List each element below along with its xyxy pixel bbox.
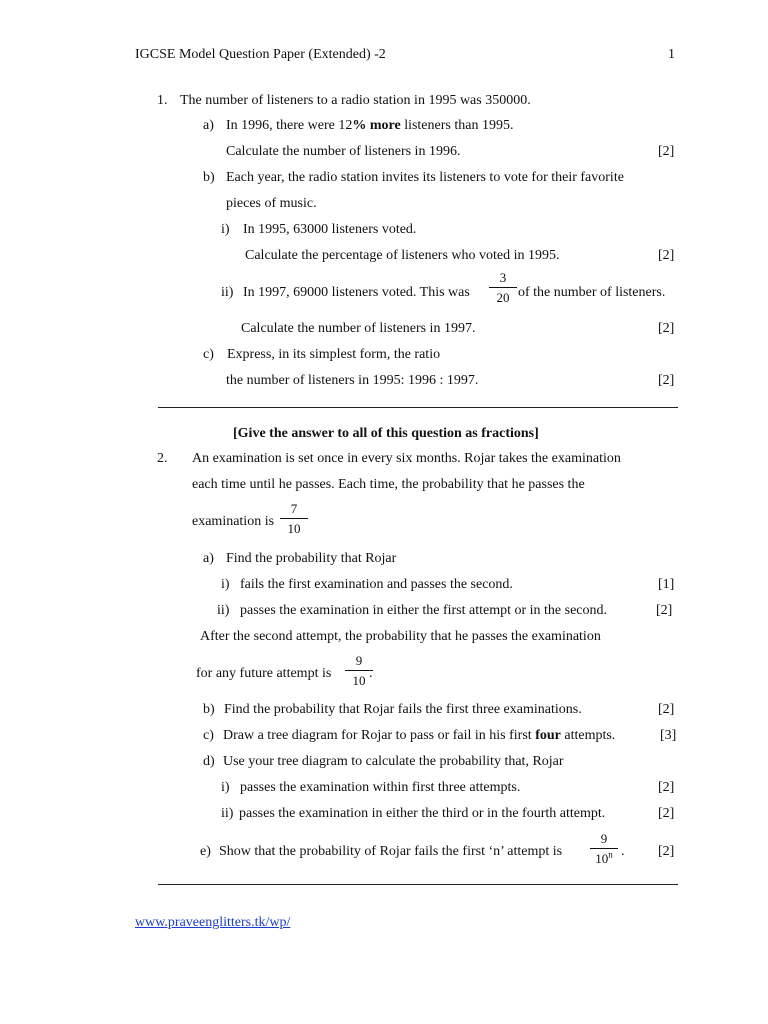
q2-part-e-label: e) [200,844,211,859]
q2-part-aii-marks: [2] [656,603,673,618]
fraction-bar [590,848,618,849]
fraction-bar [489,287,517,288]
q1-part-bi-text: In 1995, 63000 listeners voted. [243,222,417,237]
q2-part-ai-marks: [1] [658,577,675,592]
q1-part-bii-text-before: In 1997, 69000 listeners voted. This was [243,285,470,300]
q2-part-a-label: a) [203,551,214,566]
fraction-denominator: 20 [496,290,510,305]
period: . [621,844,625,859]
q2-part-b-label: b) [203,702,215,717]
fraction-numerator: 7 [290,501,298,516]
q2-part-dii-text: passes the examination in either the third or in the fourth attempt. [239,806,606,821]
q2-part-c-marks: [3] [660,728,677,743]
q2-part-aii-text: passes the examination in either the first attempt or in the second. [240,603,608,618]
q1-part-c-line-1: Express, in its simplest form, the ratio [227,347,441,362]
q2-condition-line-1: After the second attempt, the probability that he passes the examination [200,629,601,644]
fraction-numerator: 9 [355,653,363,668]
q2-part-dii-marks: [2] [658,806,675,821]
q1-part-bi-instruction: Calculate the percentage of listeners who voted in 1995. [245,248,560,263]
q1-part-b-line-1: Each year, the radio station invites its listeners to vote for their favorite [226,170,624,185]
q2-part-di-marks: [2] [658,780,675,795]
q2-part-di-label: i) [221,780,230,795]
question-2-line-3: examination is [192,514,275,529]
question-2-line-2: each time until he passes. Each time, the probability that he passes the [192,477,585,492]
q1-part-bi-marks: [2] [658,248,675,263]
fraction-numerator: 9 [600,831,608,846]
q1-part-bi-label: i) [221,222,230,237]
q2-part-b-text: Find the probability that Rojar fails the first three examinations. [224,702,582,717]
q1-part-a-marks: [2] [658,144,675,159]
q1-part-b-label: b) [203,170,215,185]
q1-part-c-line-2: the number of listeners in 1995: 1996 : 1997. [226,373,479,388]
q2-instruction: [Give the answer to all of this question as fractions] [233,426,539,441]
footer-website-link[interactable]: www.praveenglitters.tk/wp/ [135,915,291,930]
q2-part-e-marks: [2] [658,844,675,859]
q1-part-c-marks: [2] [658,373,675,388]
q2-part-c-text: Draw a tree diagram for Rojar to pass or fail in his first four attempts. [223,728,616,743]
q1-part-a-text: In 1996, there were 12% more listeners than 1995. [226,118,514,133]
q1-part-bii-text-after: of the number of listeners. [518,285,666,300]
q1-part-bii-marks: [2] [658,321,675,336]
question-1-stem: The number of listeners to a radio station in 1995 was 350000. [180,93,531,108]
q2-part-e-text: Show that the probability of Rojar fails the first ‘n’ attempt is [219,844,563,859]
q2-part-d-text: Use your tree diagram to calculate the probability that, Rojar [223,754,564,769]
q1-part-b-line-2: pieces of music. [226,196,317,211]
q2-part-a-text: Find the probability that Rojar [226,551,397,566]
q1-part-a-instruction: Calculate the number of listeners in 1996. [226,144,461,159]
fraction-seven-tenths [280,502,308,536]
fraction-denominator: 10 [287,521,301,536]
page-number: 1 [668,47,675,62]
q2-part-ai-text: fails the first examination and passes the second. [240,577,513,592]
fraction-denominator: 10 [352,673,366,688]
section-divider [158,884,678,885]
period: . [369,666,373,681]
question-1-number: 1. [157,93,168,108]
question-2-line-1: An examination is set once in every six months. Rojar takes the examination [192,451,621,466]
q2-part-c-label: c) [203,728,214,743]
fraction-denominator: 10$^n$ [595,849,613,866]
q1-part-bii-instruction: Calculate the number of listeners in 1997. [241,321,476,336]
q1-part-bii-label: ii) [221,285,234,300]
section-divider [158,407,678,408]
question-2-number: 2. [157,451,168,466]
q2-part-di-text: passes the examination within first three attempts. [240,780,521,795]
q2-part-ai-label: i) [221,577,230,592]
q2-part-b-marks: [2] [658,702,675,717]
q2-part-aii-label: ii) [217,603,230,618]
q2-part-dii-label: ii) [221,806,234,821]
fraction-numerator: 3 [499,270,507,285]
q1-part-c-label: c) [203,347,214,362]
q2-condition-line-2: for any future attempt is [196,666,332,681]
page-header-title: IGCSE Model Question Paper (Extended) -2 [135,47,386,62]
fraction-bar [280,518,308,519]
q2-part-d-label: d) [203,754,215,769]
fraction-three-twentieths [489,271,517,305]
q1-part-a-label: a) [203,118,214,133]
fraction-nine-over-ten-to-n [590,832,618,866]
